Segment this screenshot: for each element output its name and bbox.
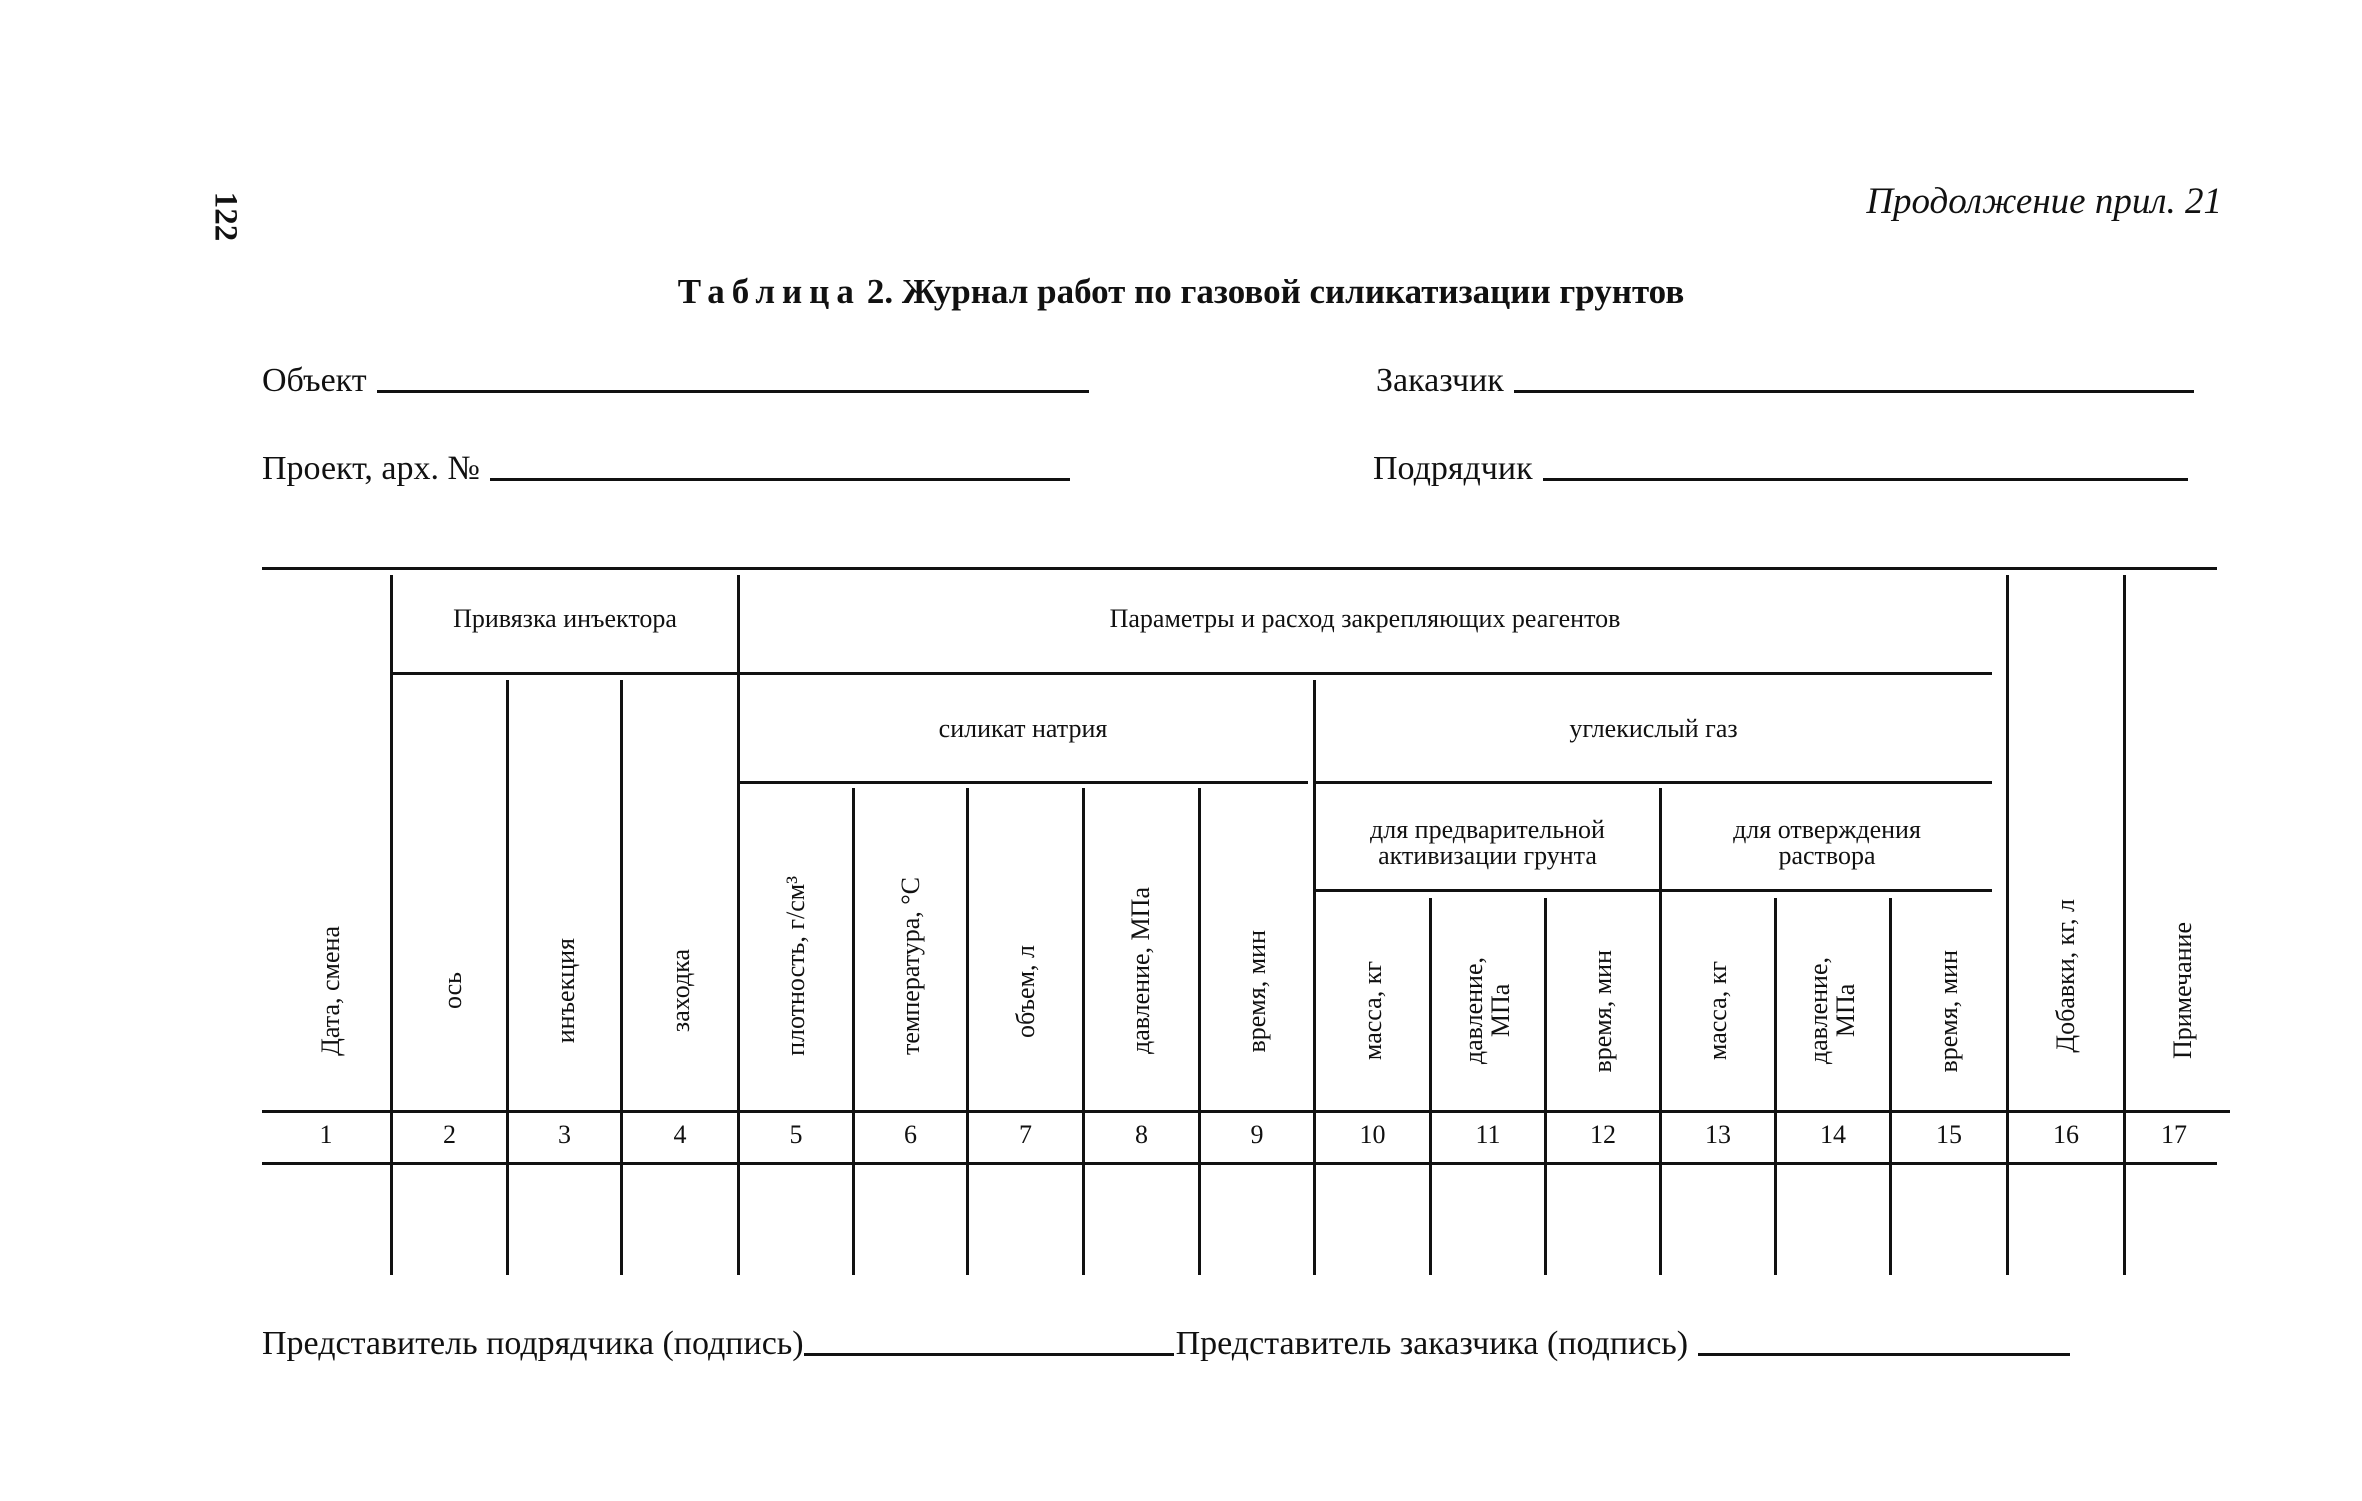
col-header-2: ось (437, 972, 467, 1010)
rule-params-group (738, 672, 1992, 675)
table-top-rule (262, 567, 2217, 570)
vline-16 (2123, 575, 2126, 1275)
group-silicate: силикат натрия (938, 714, 1108, 743)
page-number: 122 (207, 191, 244, 241)
group-injector: Привязка инъектора (453, 604, 677, 633)
rule-header-bottom (262, 1110, 2230, 1113)
contractor-label: Подрядчик (1373, 450, 1533, 487)
col-header-11-line1: давление, (1459, 957, 1488, 1065)
col-header-12: время, мин (1587, 949, 1617, 1073)
col-header-5: плотность, г/см³ (780, 876, 810, 1056)
vline-13 (1774, 898, 1777, 1275)
col-number-13: 13 (1705, 1120, 1731, 1149)
col-header-10: масса, кг (1357, 961, 1387, 1061)
col-number-9: 9 (1250, 1120, 1264, 1149)
col-number-14: 14 (1820, 1120, 1846, 1149)
col-header-13: масса, кг (1702, 961, 1732, 1061)
vline-11 (1544, 898, 1547, 1275)
col-number-3: 3 (558, 1120, 571, 1149)
object-label: Объект (262, 362, 367, 399)
group-curing-line1: для отверждения (1733, 815, 1921, 844)
col-number-7: 7 (1019, 1120, 1032, 1149)
col-number-17: 17 (2161, 1120, 2187, 1149)
group-pre-activation (1315, 817, 1660, 869)
col-header-14-line1: давление, (1804, 957, 1833, 1065)
col-header-9: время, мин (1241, 929, 1271, 1053)
contractor-signature (262, 1325, 2070, 1363)
rule-curing-group (1662, 889, 1992, 892)
contractor-signature-line (804, 1353, 1174, 1356)
vline-14 (1889, 898, 1892, 1275)
customer-signature-line (1698, 1353, 2070, 1356)
col-header-1: Дата, смена (315, 926, 345, 1056)
col-header-7: объем, л (1010, 944, 1040, 1038)
project-label: Проект, арх. № (262, 450, 480, 487)
rule-numbers-bottom (262, 1162, 2217, 1165)
col-number-8: 8 (1135, 1120, 1148, 1149)
col-header-8: давление, МПа (1125, 887, 1155, 1055)
group-params: Параметры и расход закрепляющих реагентов (1109, 604, 1621, 633)
vline-5 (852, 788, 855, 1275)
vline-4 (737, 575, 740, 1275)
contractor-signature-label: Представитель подрядчика (подпись) (262, 1325, 804, 1362)
col-number-1: 1 (319, 1120, 333, 1149)
col-header-15: время, мин (1933, 949, 1963, 1073)
col-number-16: 16 (2053, 1120, 2079, 1149)
col-header-16: Добавки, кг, л (2050, 899, 2080, 1053)
col-number-4: 4 (673, 1120, 687, 1149)
col-number-6: 6 (904, 1120, 917, 1149)
group-pre-activation-line2: активизации грунта (1378, 841, 1597, 870)
vline-10 (1429, 898, 1432, 1275)
col-number-5: 5 (789, 1120, 803, 1149)
col-number-10: 10 (1359, 1120, 1386, 1149)
col-header-3: инъекция (550, 938, 580, 1044)
continuation-note: Продолжение прил. 21 (1866, 181, 2222, 222)
rule-injector-group (392, 672, 738, 675)
col-header-6: температура, °С (895, 877, 925, 1055)
col-header-11-line2: МПа (1486, 984, 1515, 1038)
rule-co2-group (1315, 781, 1992, 784)
vline-2 (506, 680, 509, 1275)
vline-9 (1313, 680, 1316, 1275)
col-header-17: Примечание (2167, 922, 2197, 1060)
group-pre-activation-line1: для предварительной (1370, 815, 1605, 844)
col-header-4: заходка (665, 949, 695, 1033)
group-curing (1662, 817, 1992, 869)
customer-signature-label: Представитель заказчика (подпись) (1175, 1325, 1689, 1362)
col-number-15: 15 (1936, 1120, 1962, 1149)
customer-label: Заказчик (1376, 362, 1504, 399)
title-prefix: Таблица (677, 272, 861, 311)
group-co2: углекислый газ (1569, 714, 1738, 743)
vline-6 (966, 788, 969, 1275)
vline-15 (2006, 575, 2009, 1275)
rule-silicate-group (738, 781, 1308, 784)
rule-pre-activation-group (1315, 889, 1660, 892)
col-header-14 (1792, 920, 1872, 1102)
col-header-11 (1447, 920, 1527, 1102)
col-header-14-line2: МПа (1831, 984, 1860, 1038)
vline-8 (1198, 788, 1201, 1275)
title-text: 2. Журнал работ по газовой силикатизации грунтов (866, 272, 1685, 311)
col-number-12: 12 (1590, 1120, 1616, 1149)
vline-3 (620, 680, 623, 1275)
group-curing-line2: раствора (1778, 841, 1876, 870)
col-number-2: 2 (443, 1120, 456, 1149)
vline-7 (1082, 788, 1085, 1275)
vline-1 (390, 575, 393, 1275)
col-number-11: 11 (1475, 1120, 1501, 1149)
